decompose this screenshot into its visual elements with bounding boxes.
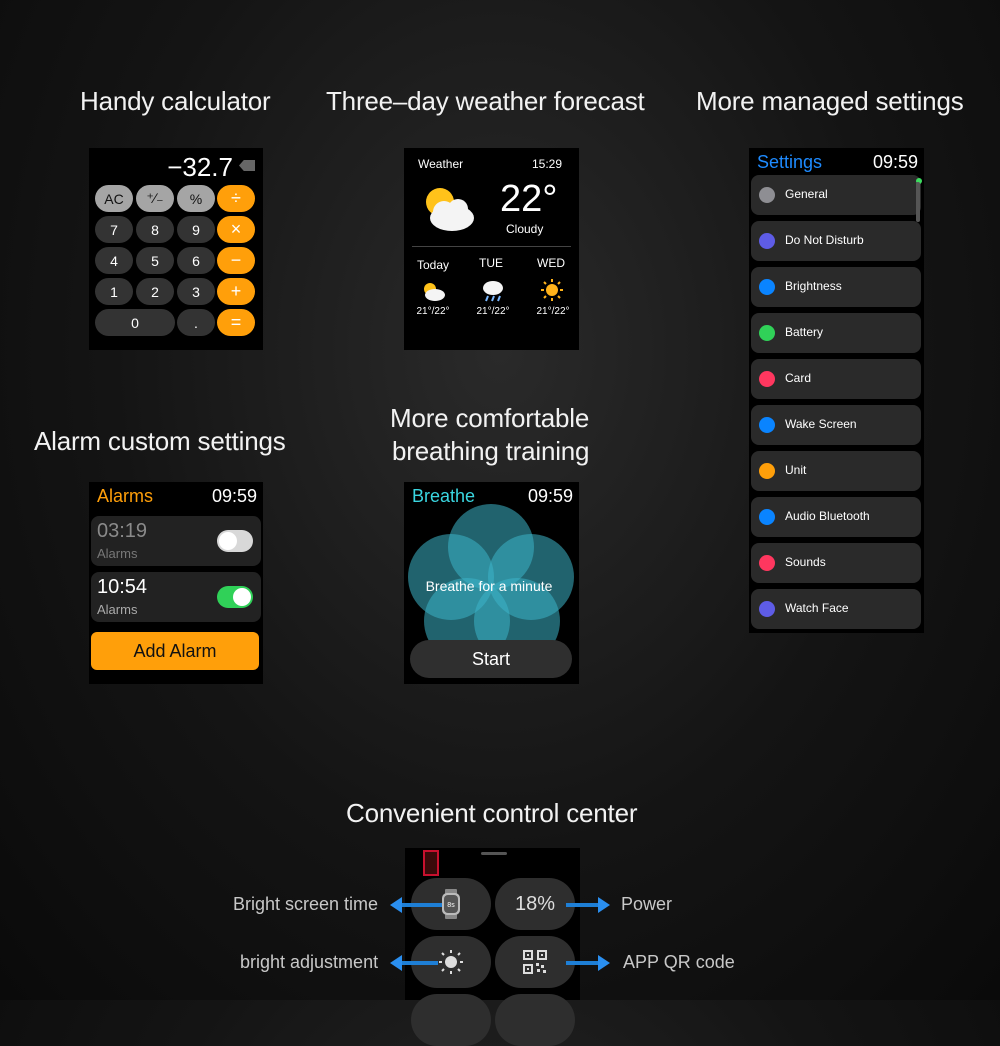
arrow-left-icon xyxy=(402,961,438,965)
settings-item-label: Card xyxy=(785,371,812,385)
alarm-toggle[interactable] xyxy=(217,586,253,608)
settings-item-icon xyxy=(759,601,775,617)
weather-time: 15:29 xyxy=(532,157,563,171)
alarm-item[interactable] xyxy=(91,572,261,622)
settings-item-icon xyxy=(759,463,775,479)
grab-handle[interactable] xyxy=(481,852,507,855)
control-button[interactable] xyxy=(495,994,575,1046)
qr-code-label: APP QR code xyxy=(623,952,735,972)
bright-adjustment-label: bright adjustment xyxy=(240,952,379,972)
forecast-range: 21°/22° xyxy=(416,306,450,317)
settings-item-icon xyxy=(759,417,775,433)
alarm-label: Alarms xyxy=(97,602,138,617)
calculator-key[interactable]: − xyxy=(217,247,255,274)
arrow-right-icon xyxy=(566,903,598,907)
forecast-range: 21°/22° xyxy=(476,306,510,317)
bright-screen-time-label: Bright screen time xyxy=(233,894,379,914)
calculator-key[interactable]: 9 xyxy=(177,216,215,243)
settings-item-label: Wake Screen xyxy=(785,417,857,431)
qr-code-icon xyxy=(523,950,547,974)
calculator-key[interactable]: 2 xyxy=(136,278,174,305)
settings-item[interactable] xyxy=(751,497,921,537)
power-label: Power xyxy=(621,894,673,914)
calculator-key[interactable]: 7 xyxy=(95,216,133,243)
forecast-day: Today xyxy=(416,258,450,272)
alarm-item[interactable] xyxy=(91,516,261,566)
settings-item-label: Audio Bluetooth xyxy=(785,509,870,523)
settings-screen xyxy=(749,148,924,633)
calculator-key[interactable]: 1 xyxy=(95,278,133,305)
calculator-key[interactable]: 8 xyxy=(136,216,174,243)
calculator-key[interactable]: 6 xyxy=(177,247,215,274)
calculator-key[interactable]: × xyxy=(217,216,255,243)
watch-icon xyxy=(440,889,462,919)
breathe-time: 09:59 xyxy=(527,486,573,506)
breathe-petal xyxy=(408,534,494,620)
calculator-key[interactable]: ⁺∕₋ xyxy=(136,185,174,212)
calculator-key[interactable]: 4 xyxy=(95,247,133,274)
calculator-key[interactable]: % xyxy=(177,185,215,212)
rain-cloud-icon xyxy=(480,278,506,304)
heading-weather: Three–day weather forecast xyxy=(326,86,645,116)
settings-item[interactable] xyxy=(751,589,921,629)
forecast-range: 21°/22° xyxy=(536,306,570,317)
backspace-icon[interactable] xyxy=(239,160,255,171)
settings-item-label: Unit xyxy=(785,463,807,477)
add-alarm-button[interactable]: Add Alarm xyxy=(91,632,259,670)
weather-temperature: 22° xyxy=(500,178,558,220)
calculator-key[interactable]: ÷ xyxy=(217,185,255,212)
heading-control: Convenient control center xyxy=(346,798,638,828)
settings-item-label: Brightness xyxy=(785,279,842,293)
settings-item[interactable] xyxy=(751,543,921,583)
settings-item-icon xyxy=(759,187,775,203)
calculator-key[interactable]: . xyxy=(177,309,215,336)
forecast-day: WED xyxy=(537,256,565,270)
start-button[interactable]: Start xyxy=(410,640,572,678)
heading-alarm: Alarm custom settings xyxy=(34,426,286,456)
phone-icon xyxy=(423,850,439,876)
control-button[interactable] xyxy=(411,994,491,1046)
scrollbar[interactable] xyxy=(916,182,920,222)
settings-item-label: Sounds xyxy=(785,555,826,569)
control-center-screen xyxy=(405,848,580,1000)
calculator-key[interactable]: + xyxy=(217,278,255,305)
breathe-message: Breathe for a minute xyxy=(425,578,553,594)
calculator-key[interactable]: AC xyxy=(95,185,133,212)
alarms-screen xyxy=(89,482,263,684)
settings-item-label: Battery xyxy=(785,325,824,339)
calculator-key[interactable]: 5 xyxy=(136,247,174,274)
toggle-knob xyxy=(233,588,251,606)
settings-item-icon xyxy=(759,371,775,387)
settings-time: 09:59 xyxy=(872,152,918,172)
heading-settings: More managed settings xyxy=(696,86,964,116)
calculator-key[interactable]: = xyxy=(217,309,255,336)
settings-item-icon xyxy=(759,325,775,341)
calculator-key[interactable]: 3 xyxy=(177,278,215,305)
qr-code-button[interactable] xyxy=(495,936,575,988)
settings-item[interactable] xyxy=(751,359,921,399)
arrow-right-icon xyxy=(566,961,598,965)
alarm-time: 10:54 xyxy=(97,576,148,598)
alarm-label: Alarms xyxy=(97,546,138,561)
settings-item-label: Watch Face xyxy=(785,601,849,615)
breathe-screen xyxy=(404,482,579,684)
settings-item[interactable] xyxy=(751,405,921,445)
weather-condition: Cloudy xyxy=(506,222,544,236)
alarms-title: Alarms xyxy=(97,486,154,506)
heading-breathe-line2: breathing training xyxy=(392,436,590,466)
forecast-day: TUE xyxy=(479,256,503,270)
toggle-knob xyxy=(219,532,237,550)
power-percentage[interactable]: 18% xyxy=(495,878,575,930)
calculator-key[interactable]: 0 xyxy=(95,309,175,336)
breathe-title: Breathe xyxy=(412,486,476,506)
arrow-left-icon xyxy=(402,903,442,907)
calculator-display: −32.7 xyxy=(167,152,233,182)
alarm-toggle[interactable] xyxy=(217,530,253,552)
settings-item-label: Do Not Disturb xyxy=(785,233,864,247)
alarms-time: 09:59 xyxy=(211,486,257,506)
settings-title: Settings xyxy=(757,152,823,172)
cloud-sun-icon xyxy=(420,280,446,302)
heading-calculator: Handy calculator xyxy=(80,86,271,116)
settings-item-icon xyxy=(759,555,775,571)
weather-screen xyxy=(404,148,579,350)
calculator-screen xyxy=(89,148,263,350)
alarm-time: 03:19 xyxy=(97,520,148,542)
brightness-icon xyxy=(438,949,464,975)
settings-item[interactable] xyxy=(751,267,921,307)
settings-item-icon xyxy=(759,233,775,249)
settings-item[interactable] xyxy=(751,221,921,261)
weather-divider xyxy=(412,246,571,247)
settings-item[interactable] xyxy=(751,175,921,215)
settings-item-label: General xyxy=(785,187,828,201)
heading-breathe-line1: More comfortable xyxy=(390,403,590,433)
settings-item[interactable] xyxy=(751,451,921,491)
screen-time-value: 8s xyxy=(447,902,455,909)
settings-item-icon xyxy=(759,509,775,525)
settings-item-icon xyxy=(759,279,775,295)
weather-app-title: Weather xyxy=(418,157,464,171)
sun-icon xyxy=(540,278,564,302)
settings-item[interactable] xyxy=(751,313,921,353)
cloud-sun-icon xyxy=(418,182,478,234)
